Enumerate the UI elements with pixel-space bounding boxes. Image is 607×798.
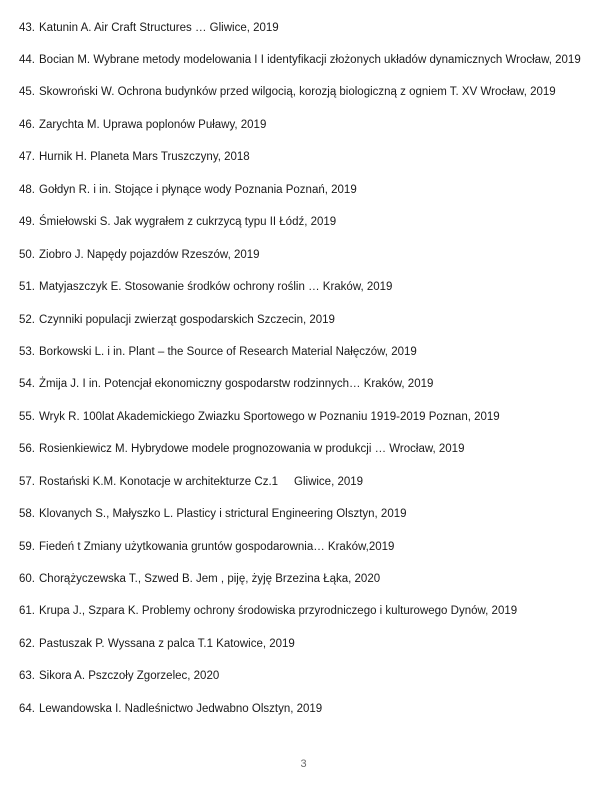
- entry-number: 46.: [19, 118, 35, 131]
- entry-number: 64.: [19, 702, 35, 715]
- entry-number: 43.: [19, 22, 35, 34]
- entry-number: 51.: [19, 281, 35, 294]
- entry-number: 56.: [19, 443, 35, 456]
- entry-text: Chorążyczewska T., Szwed B. Jem , piję, żyję Brzezina Łąka, 2020: [39, 573, 381, 585]
- list-item: [19, 211, 591, 233]
- entry-number: 45.: [19, 86, 35, 99]
- entry-text: Czynniki populacji zwierząt gospodarskich Szczecin, 2019: [39, 313, 335, 326]
- entry-number: 52.: [19, 313, 35, 326]
- list-item: [19, 373, 591, 395]
- entry-number: 53.: [19, 345, 35, 358]
- entry-text: Rostański K.M. Konotacje w architekturze Cz.1 Gliwice, 2019: [39, 475, 364, 488]
- entry-text: Sikora A. Pszczoły Zgorzelec, 2020: [39, 670, 220, 683]
- list-item: [19, 665, 591, 687]
- entry-text: Krupa J., Szpara K. Problemy ochrony środowiska przyrodniczego i kulturowego Dynów, 2019: [39, 605, 518, 618]
- list-item: [19, 114, 591, 136]
- entry-text: Fiedeń t Zmiany użytkowania gruntów gospodarownia… Kraków,2019: [39, 540, 395, 553]
- entry-text: Śmiełowski S. Jak wygrałem z cukrzycą typu II Łódź, 2019: [39, 216, 337, 229]
- list-item: [19, 179, 591, 201]
- entry-number: 49.: [19, 216, 35, 229]
- list-item: [19, 309, 591, 331]
- list-item: [19, 244, 591, 266]
- entry-text: Katunin A. Air Craft Structures … Gliwice, 2019: [39, 22, 279, 34]
- entry-text: Gołdyn R. i in. Stojące i płynące wody Poznania Poznań, 2019: [39, 183, 357, 196]
- entry-number: 44.: [19, 54, 35, 67]
- entry-number: 58.: [19, 508, 35, 521]
- list-item: [19, 276, 591, 298]
- entry-text: Skowroński W. Ochrona budynków przed wilgocią, korozją biologiczną z ogniem T. XV Wrocław, 2019: [39, 86, 556, 99]
- entry-number: 47.: [19, 151, 35, 164]
- entry-number: 54.: [19, 378, 35, 391]
- list-item: [19, 146, 591, 168]
- entry-text: Ziobro J. Napędy pojazdów Rzeszów, 2019: [39, 248, 260, 261]
- list-item: [19, 406, 591, 428]
- entry-number: 60.: [19, 573, 35, 585]
- entry-text: Hurnik H. Planeta Mars Truszczyny, 2018: [39, 151, 250, 164]
- list-item: [19, 17, 591, 39]
- entry-number: 57.: [19, 475, 35, 488]
- list-item: [19, 536, 591, 558]
- list-item: [19, 341, 591, 363]
- list-item: [19, 568, 591, 590]
- entry-text: Lewandowska I. Nadleśnictwo Jedwabno Olsztyn, 2019: [39, 702, 323, 715]
- entry-text: Borkowski L. i in. Plant – the Source of Research Material Nałęczów, 2019: [39, 345, 417, 358]
- entry-text: Bocian M. Wybrane metody modelowania I I identyfikacji złożonych układów dynamicznych Wrocław, 2019: [39, 54, 581, 67]
- entry-number: 50.: [19, 248, 35, 261]
- bibliography-list: [19, 17, 591, 730]
- entry-number: 55.: [19, 410, 35, 423]
- list-item: [19, 698, 591, 720]
- entry-text: Wryk R. 100lat Akademickiego Zwiazku Sportowego w Poznaniu 1919-2019 Poznan, 2019: [39, 410, 500, 423]
- entry-number: 61.: [19, 605, 35, 618]
- list-item: [19, 503, 591, 525]
- list-item: [19, 49, 591, 71]
- entry-text: Zarychta M. Uprawa poplonów Puławy, 2019: [39, 118, 267, 131]
- entry-text: Matyjaszczyk E. Stosowanie środków ochrony roślin … Kraków, 2019: [39, 281, 393, 294]
- list-item: [19, 471, 591, 493]
- page-number: 3: [300, 758, 307, 770]
- entry-text: Żmija J. I in. Potencjał ekonomiczny gospodarstw rodzinnych… Kraków, 2019: [39, 378, 434, 391]
- list-item: [19, 81, 591, 103]
- entry-text: Rosienkiewicz M. Hybrydowe modele prognozowania w produkcji … Wrocław, 2019: [39, 443, 465, 456]
- list-item: [19, 633, 591, 655]
- list-item: [19, 438, 591, 460]
- entry-number: 48.: [19, 183, 35, 196]
- list-item: [19, 600, 591, 622]
- entry-number: 62.: [19, 637, 35, 650]
- entry-number: 59.: [19, 540, 35, 553]
- entry-text: Pastuszak P. Wyssana z palca T.1 Katowice, 2019: [39, 637, 295, 650]
- entry-text: Klovanych S., Małyszko L. Plasticy i strictural Engineering Olsztyn, 2019: [39, 508, 407, 521]
- entry-number: 63.: [19, 670, 35, 683]
